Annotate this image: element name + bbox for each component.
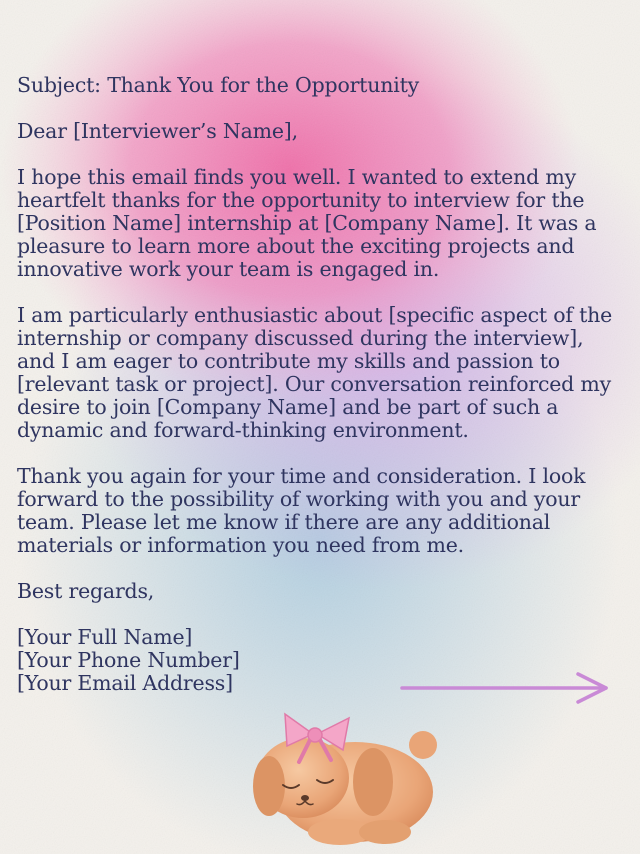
greeting: Dear [Interviewer’s Name], bbox=[17, 119, 298, 143]
paragraph-closing: Thank you again for your time and consideration. I look forward to the possibility of working with you and your team. Please let me know if there are any additional materials or information you need from me. bbox=[17, 464, 586, 557]
signature-phone: [Your Phone Number] bbox=[17, 648, 240, 672]
paragraph-enthusiasm: I am particularly enthusiastic about [specific aspect of the internship or company discussed during the interview], and I am eager to contribute my skills and passion to [relevant task or project]. Our conversation reinforced my desire to join [Company Name] and be part of such a dynamic and forward-thinking environment. bbox=[17, 303, 613, 442]
sleeping-puppy-illustration bbox=[225, 700, 445, 850]
thank-you-letter bbox=[17, 74, 627, 695]
closing-salutation: Best regards, bbox=[17, 579, 155, 603]
subject-line: Subject: Thank You for the Opportunity bbox=[17, 73, 419, 97]
signature-email: [Your Email Address] bbox=[17, 671, 233, 695]
signature-name: [Your Full Name] bbox=[17, 625, 193, 649]
paragraph-intro: I hope this email finds you well. I wanted to extend my heartfelt thanks for the opportunity to interview for the [Position Name] internship at [Company Name]. It was a pleasure to learn more about the exciting projects and innovative work your team is engaged in. bbox=[17, 165, 597, 281]
